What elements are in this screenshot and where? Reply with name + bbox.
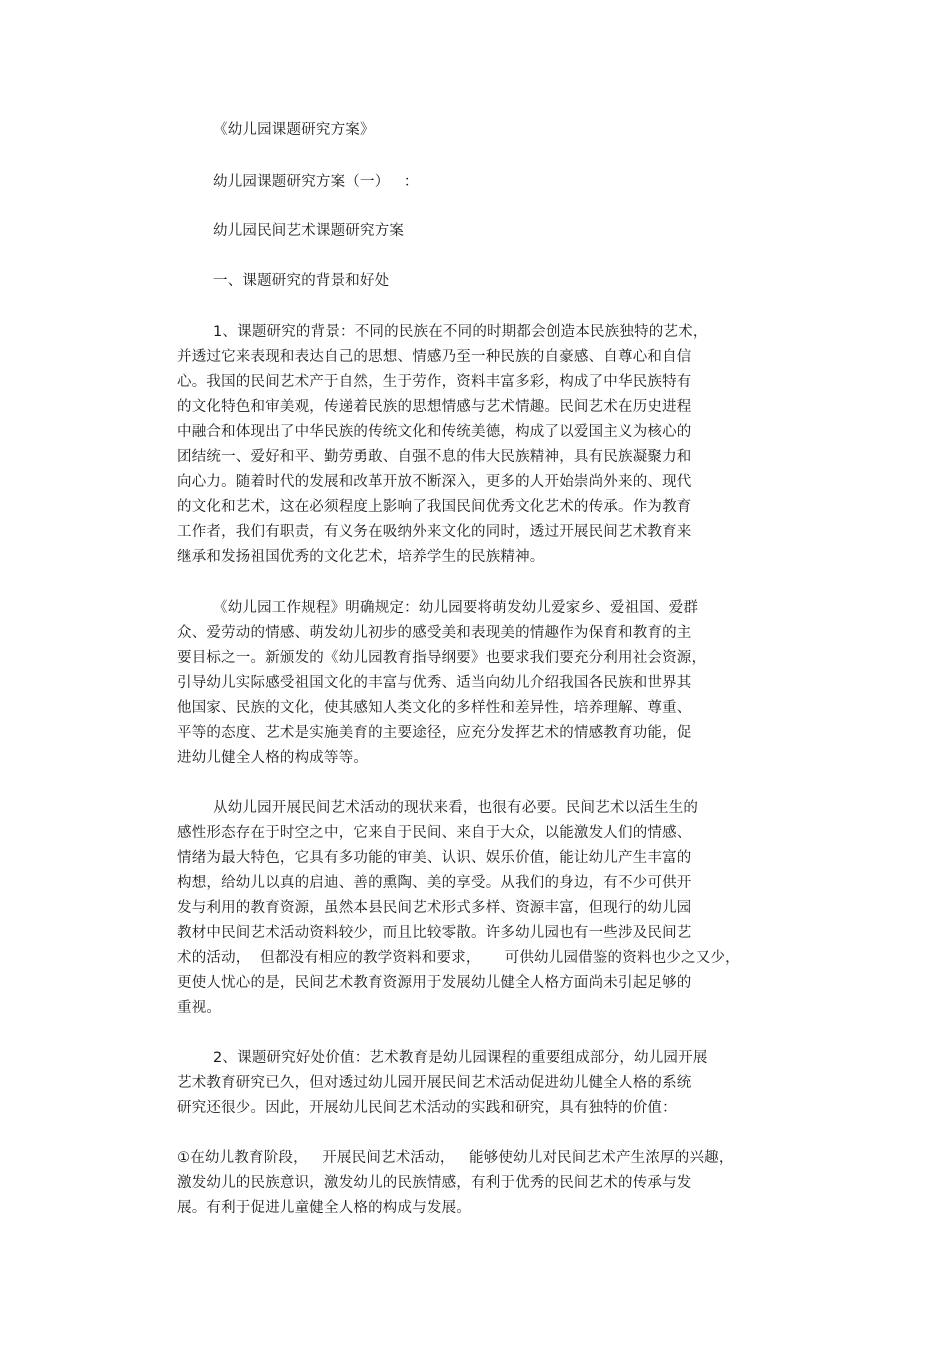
paragraph-line: 重视。 (177, 1000, 222, 1016)
paragraph-line: 的文化和艺术，这在必须程度上影响了我国民间优秀文化艺术的传承。作为教育 (177, 499, 692, 515)
paragraph-line: 发与利用的教育资源，虽然本县民间艺术形式多样、资源丰富，但现行的幼儿园 (177, 900, 692, 916)
paragraph-line: 感性形态存在于时空之中，它来自于民间、来自于大众，以能激发人们的情感、 (177, 825, 692, 841)
paragraph-line: 引导幼儿实际感受祖国文化的丰富与优秀、适当向幼儿介绍我国各民族和世界其 (177, 675, 692, 691)
paragraph-line: 《幼儿园工作规程》明确规定：幼儿园要将萌发幼儿爱家乡、爱祖国、爱群 (213, 600, 699, 616)
paragraph-line: 向心力。随着时代的发展和改革开放不断深入，更多的人开始崇尚外来的、现代 (177, 474, 692, 490)
paragraph-line: ①在幼儿教育阶段， 开展民间艺术活动， 能够使幼儿对民间艺术产生浓厚的兴趣， (177, 1150, 734, 1166)
paragraph-line: 展。有利于促进儿童健全人格的构成与发展。 (177, 1200, 471, 1216)
paragraph-line: 激发幼儿的民族意识，激发幼儿的民族情感，有利于优秀的民间艺术的传承与发 (177, 1175, 692, 1191)
document-subtitle: 幼儿园课题研究方案（一） ： (213, 174, 419, 190)
paragraph-line: 进幼儿健全人格的构成等等。 (177, 750, 369, 766)
section-heading: 一、课题研究的背景和好处 (213, 273, 390, 289)
paragraph-line: 平等的态度、艺术是实施美育的主要途径，应充分发挥艺术的情感教育功能，促 (177, 725, 692, 741)
paragraph-line: 艺术教育研究已久，但对透过幼儿园开展民间艺术活动促进幼儿健全人格的系统 (177, 1075, 692, 1091)
paragraph-line: 众、爱劳动的情感、萌发幼儿初步的感受美和表现美的情趣作为保育和教育的主 (177, 625, 692, 641)
paragraph-line: 心。我国的民间艺术产于自然，生于劳作，资料丰富多彩，构成了中华民族特有 (177, 374, 692, 390)
paragraph-line: 的文化特色和审美观，传递着民族的思想情感与艺术情趣。民间艺术在历史进程 (177, 399, 692, 415)
paragraph-line: 他国家、民族的文化，使其感知人类文化的多样性和差异性，培养理解、尊重、 (177, 700, 692, 716)
paragraph-line: 并透过它来表现和表达自己的思想、情感乃至一种民族的自豪感、自尊心和自信 (177, 349, 692, 365)
paragraph-line: 中融合和体现出了中华民族的传统文化和传统美德，构成了以爱国主义为核心的 (177, 424, 692, 440)
paragraph-line: 更使人忧心的是，民间艺术教育资源用于发展幼儿健全人格方面尚未引起足够的 (177, 975, 692, 991)
paragraph-line: 要目标之一。新颁发的《幼儿园教育指导纲要》也要求我们要充分利用社会资源， (177, 650, 707, 666)
paragraph-line: 从幼儿园开展民间艺术活动的现状来看，也很有必要。民间艺术以活生生的 (213, 800, 699, 816)
paragraph-line: 2、课题研究好处价值：艺术教育是幼儿园课程的重要组成部分，幼儿园开展 (213, 1050, 708, 1066)
paragraph-line: 继承和发扬祖国优秀的文化艺术，培养学生的民族精神。 (177, 549, 545, 565)
paragraph-line: 研究还很少。因此，开展幼儿民间艺术活动的实践和研究，具有独特的价值： (177, 1100, 677, 1116)
paragraph-line: 1、课题研究的背景：不同的民族在不同的时期都会创造本民族独特的艺术， (213, 324, 708, 340)
document-title: 《幼儿园课题研究方案》 (213, 122, 375, 138)
paragraph-line: 工作者，我们有职责，有义务在吸纳外来文化的同时，透过开展民间艺术教育来 (177, 524, 692, 540)
document-heading: 幼儿园民间艺术课题研究方案 (213, 223, 405, 239)
paragraph-line: 教材中民间艺术活动资料较少，而且比较零散。许多幼儿园也有一些涉及民间艺 (177, 925, 692, 941)
paragraph-line: 术的活动， 但都没有相应的教学资料和要求， 可供幼儿园借鉴的资料也少之又少， (177, 950, 740, 966)
paragraph-line: 情绪为最大特色，它具有多功能的审美、认识、娱乐价值，能让幼儿产生丰富的 (177, 850, 692, 866)
paragraph-line: 团结统一、爱好和平、勤劳勇敢、自强不息的伟大民族精神，具有民族凝聚力和 (177, 449, 692, 465)
paragraph-line: 构想，给幼儿以真的启迪、善的熏陶、美的享受。从我们的身边，有不少可供开 (177, 875, 692, 891)
